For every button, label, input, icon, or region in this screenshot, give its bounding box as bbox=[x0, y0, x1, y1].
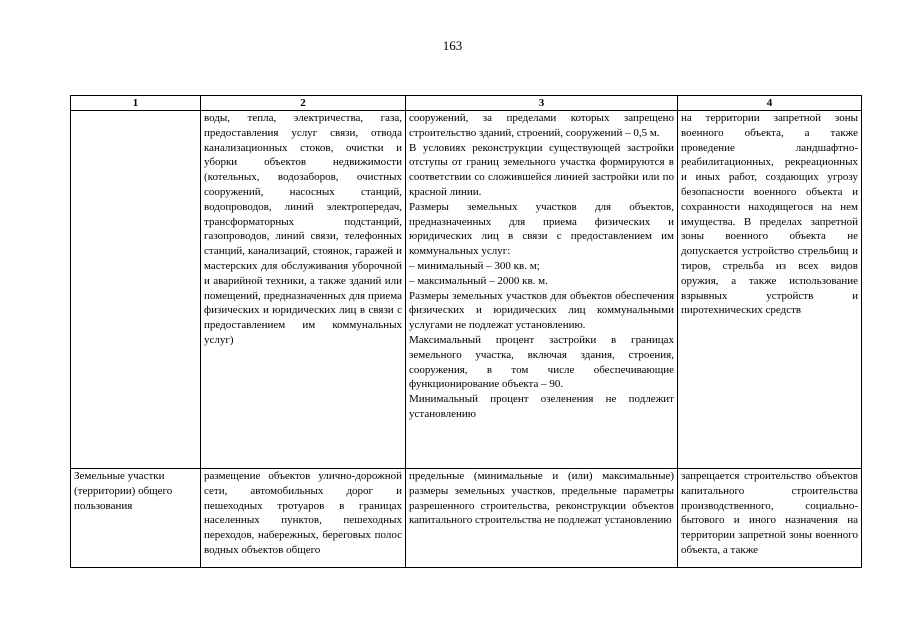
table-row bbox=[71, 111, 862, 469]
row2-col4-text: запрещается строительство объектов капитального строительства производственного, социально-бытового и иного назначения на территории запретной зоны военного объекта, а также bbox=[681, 470, 858, 556]
row1-col3-para: Размеры земельных участков для объектов, предназначенных для приема физических и юридических лиц в связи с предоставлением им коммунальных услуг: bbox=[409, 200, 674, 258]
page-number: 163 bbox=[442, 38, 463, 53]
row1-col3-para: Максимальный процент застройки в границах земельного участка, включая здания, строения, сооружения, в том числе обеспечивающие функционирование объекта – 90. bbox=[409, 333, 674, 391]
row2-col1-cell bbox=[71, 469, 201, 568]
header-row bbox=[71, 96, 862, 111]
row1-col3-para: Размеры земельных участков для объектов обеспечения физических и юридических лиц коммунальными услугами не подлежат установлению. bbox=[409, 289, 674, 332]
row1-col4-cell: на территории запретной зоны военного объекта, а также проведение ландшафтно-реабилитационных, рекреационных и иных работ, создающих угрозу безопасности военного объекта и сохранности находящегося на нем имущества. В пределах запретной зоны военного объекта не допускается устройство стрельбищ и тиров, стрельба из всех видов оружия, а также использование взрывных устройств и пиротехнических средств bbox=[678, 111, 862, 469]
header-col-1: 1 bbox=[71, 96, 201, 111]
row2-col2-text: размещение объектов улично-дорожной сети, автомобильных дорог и пешеходных тротуаров в границах населенных пунктов, пешеходных переходов, набережных, береговых полос водных объектов общего bbox=[204, 470, 402, 556]
row2-col4-cell bbox=[678, 469, 862, 568]
row2-col3-text: предельные (минимальные и (или) максимальные) размеры земельных участков, предельные параметры разрешенного строительства, реконструкции объектов капитального строительства не подлежат установлению bbox=[409, 470, 674, 527]
row1-col3-para: В условиях реконструкции существующей застройки отступы от границ земельного участка формируются в соответствии со сложившейся линией застройки или по красной линии. bbox=[409, 141, 674, 198]
row1-col2-cell: воды, тепла, электричества, газа, предоставления услуг связи, отвода канализационных стоков, очистки и уборки объектов недвижимости (котельных, водозаборов, очистных сооружений, насосных станций, водопроводов, линий электропередач, трансформаторных подстанций, газопроводов, линий связи, телефонных станций, канализаций, стоянок, гаражей и мастерских для обслуживания уборочной и аварийной техники, а также зданий или помещений, предназначенных для приема физических и юридических лиц в связи с предоставлением им коммунальных услуг) bbox=[201, 111, 406, 469]
row1-col3-list-item: – минимальный – 300 кв. м; bbox=[409, 259, 540, 272]
header-col-2: 2 bbox=[201, 96, 406, 111]
regulations-table bbox=[70, 95, 862, 568]
row2-col2-cell bbox=[201, 469, 406, 568]
row1-col3-cell bbox=[406, 111, 678, 469]
row2-col3-cell bbox=[406, 469, 678, 568]
header-col-3: 3 bbox=[406, 96, 678, 111]
row1-col1-cell bbox=[71, 111, 201, 469]
table-row bbox=[71, 469, 862, 568]
row1-col3-para: Минимальный процент озеленения не подлежит установлению bbox=[409, 393, 674, 420]
row1-col3-para: сооружений, за пределами которых запрещено строительство зданий, строений, сооружений – 0,5 м. bbox=[409, 112, 674, 139]
row1-col3-list-item: – максимальный – 2000 кв. м. bbox=[409, 274, 548, 287]
row2-col1-text: Земельные участки (территории) общего пользования bbox=[74, 470, 173, 512]
header-col-4: 4 bbox=[678, 96, 862, 111]
